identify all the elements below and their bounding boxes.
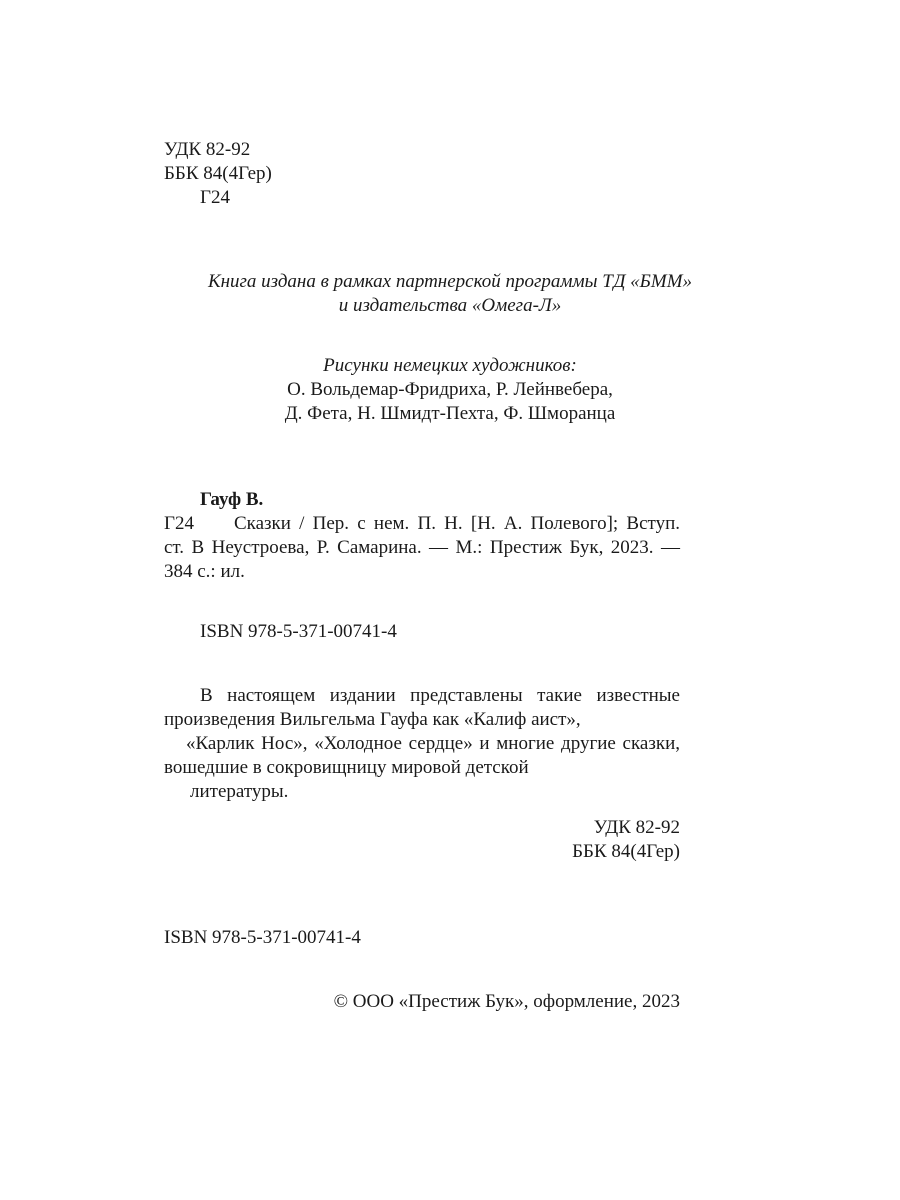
bbk-top: ББК 84(4Гер)	[164, 163, 272, 184]
illustrations-heading: Рисунки немецких художников:	[323, 355, 577, 376]
annotation-line-3: «Карлик Нос», «Холодное сердце» и многие другие сказки,	[186, 733, 680, 754]
bibliographic-description-cont	[164, 536, 680, 560]
illustrators-line-1: О. Вольдемар-Фридриха, Р. Лейнвебера,	[287, 379, 613, 400]
bib-line-1: Сказки / Пер. с нем. П. Н. [Н. А. Полевого]; Вступ.	[234, 513, 680, 534]
partner-note-line-1: Книга издана в рамках партнерской программы ТД «БММ»	[207, 271, 693, 292]
udk-top: УДК 82-92	[164, 139, 251, 160]
author-sign: Г24	[164, 513, 194, 534]
annotation-line-4: вошедшие в сокровищницу мировой детской	[164, 757, 529, 778]
isbn-record: ISBN 978-5-371-00741-4	[200, 621, 397, 642]
bbk-bottom: ББК 84(4Гер)	[572, 841, 680, 862]
copyright-notice: © ООО «Престиж Бук», оформление, 2023	[333, 991, 680, 1012]
author-heading: Гауф В.	[200, 489, 264, 510]
isbn-footer: ISBN 978-5-371-00741-4	[164, 927, 361, 948]
bib-line-2: ст. В Неустроева, Р. Самарина. — М.: Престиж Бук, 2023. —	[164, 537, 680, 558]
annotation-first	[200, 684, 680, 708]
annotation-third	[186, 732, 680, 756]
bibliographic-description	[234, 512, 680, 536]
annotation-line-5: литературы.	[190, 781, 289, 802]
author-sign-top: Г24	[200, 187, 230, 208]
annotation-line-1: В настоящем издании представлены такие известные	[200, 685, 680, 706]
annotation-line-2: произведения Вильгельма Гауфа как «Калиф аист»,	[164, 709, 581, 730]
partner-note-line-2: и издательства «Омега-Л»	[338, 295, 562, 316]
udk-bottom: УДК 82-92	[593, 817, 680, 838]
bib-line-3: 384 с.: ил.	[164, 561, 245, 582]
illustrators-line-2: Д. Фета, Н. Шмидт-Пехта, Ф. Шморанца	[284, 403, 616, 424]
